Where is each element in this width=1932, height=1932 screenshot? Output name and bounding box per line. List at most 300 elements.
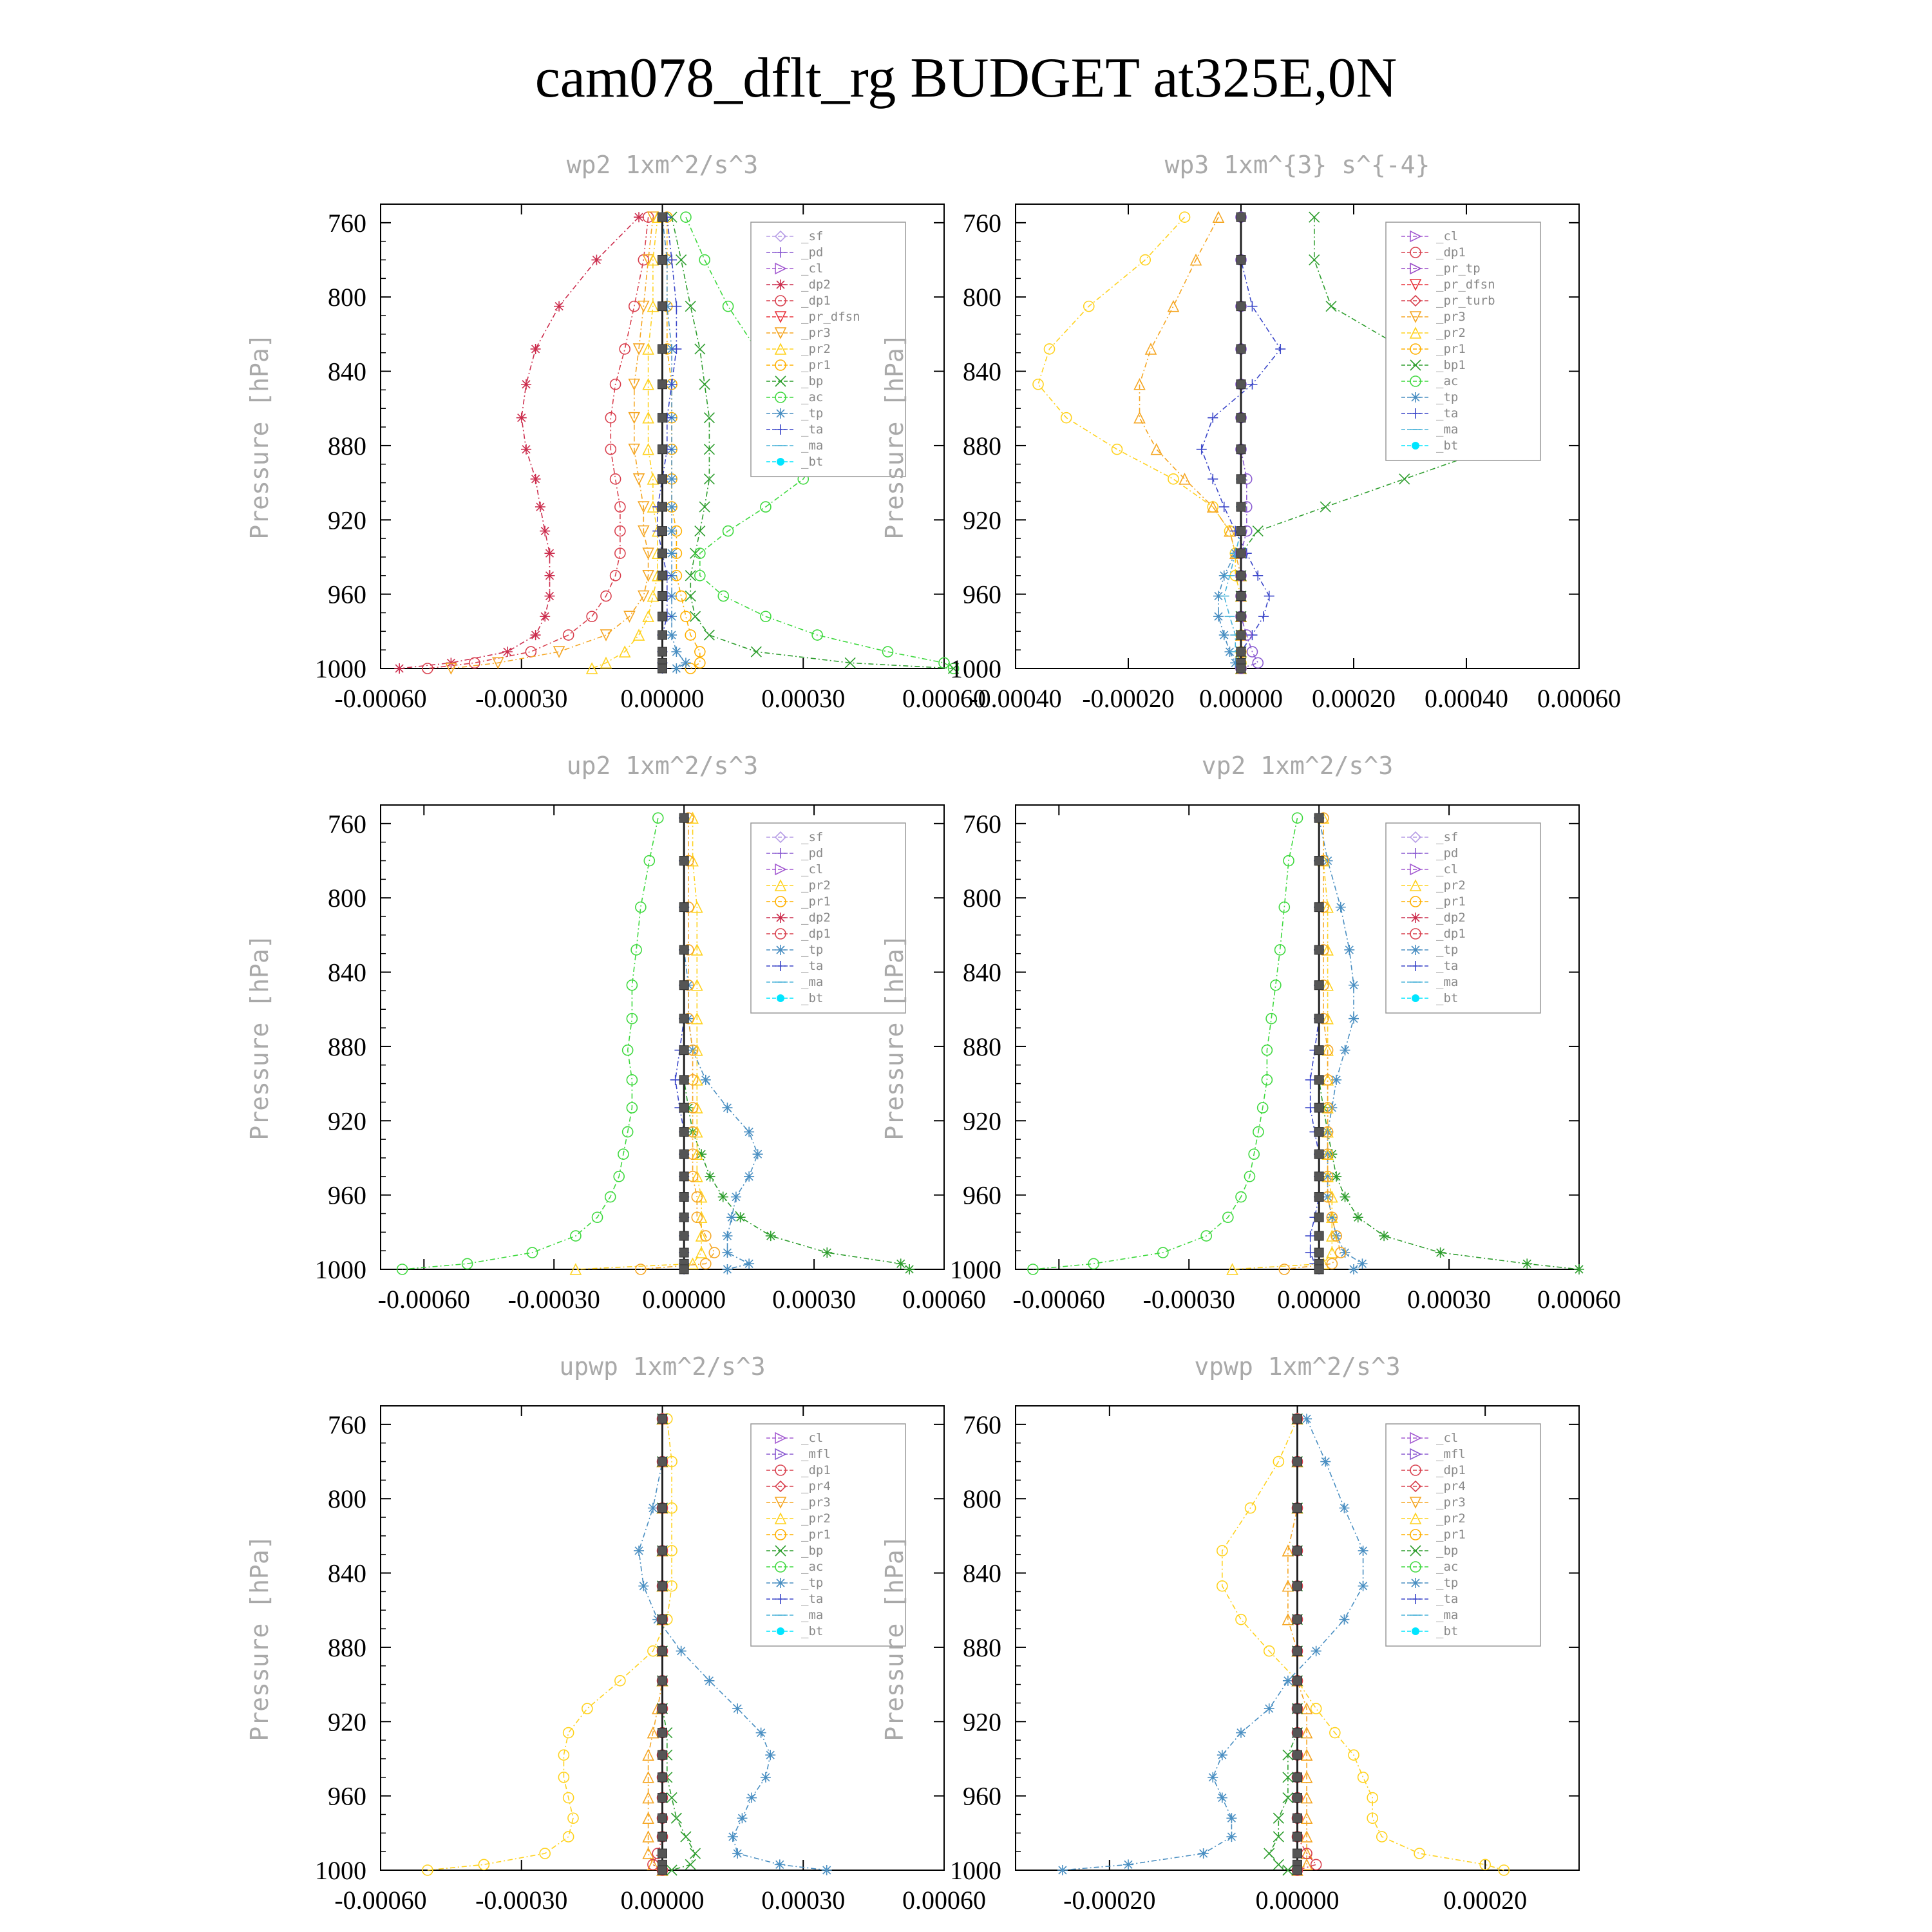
y-tick-label: 840 bbox=[328, 1558, 366, 1588]
data-point bbox=[658, 1615, 667, 1624]
data-point bbox=[1293, 813, 1303, 823]
y-axis-label: Pressure [hPa] bbox=[245, 934, 274, 1141]
y-tick-label: 880 bbox=[963, 1633, 1001, 1662]
data-point bbox=[722, 1231, 732, 1241]
data-point bbox=[658, 612, 667, 621]
legend-label: _pr3 bbox=[801, 326, 831, 340]
legend-label: _cl bbox=[1436, 862, 1459, 876]
data-point bbox=[667, 474, 677, 484]
data-point bbox=[704, 413, 714, 423]
data-point bbox=[1314, 981, 1323, 990]
data-point bbox=[1305, 1231, 1316, 1241]
data-point bbox=[695, 344, 705, 354]
y-tick-label: 920 bbox=[328, 506, 366, 535]
legend-label: _cl bbox=[1436, 229, 1459, 243]
legend-label: _dp2 bbox=[801, 278, 831, 292]
series-line bbox=[1033, 818, 1298, 1269]
data-point bbox=[1358, 1581, 1368, 1591]
data-point bbox=[658, 380, 667, 389]
y-tick-label: 800 bbox=[328, 1484, 366, 1514]
y-tick-label: 960 bbox=[328, 1781, 366, 1811]
data-point bbox=[667, 548, 677, 558]
data-point bbox=[679, 945, 688, 954]
data-point bbox=[1314, 1150, 1323, 1159]
data-point bbox=[1326, 301, 1336, 312]
legend-label: _pr2 bbox=[1436, 326, 1466, 340]
data-point bbox=[1264, 1848, 1274, 1859]
series-line bbox=[1063, 1419, 1363, 1870]
data-point bbox=[667, 630, 677, 640]
data-point bbox=[685, 301, 696, 312]
data-point bbox=[629, 301, 639, 312]
legend-label: _ac bbox=[1436, 374, 1459, 388]
data-point bbox=[718, 1192, 728, 1202]
y-tick-label: 840 bbox=[328, 958, 366, 987]
y-tick-label: 760 bbox=[963, 809, 1001, 838]
data-point bbox=[526, 647, 536, 657]
x-tick-label: -0.00040 bbox=[969, 684, 1062, 713]
data-point bbox=[1273, 1859, 1283, 1870]
y-tick-label: 800 bbox=[963, 884, 1001, 913]
y-tick-label: 1000 bbox=[950, 1856, 1001, 1885]
legend-label: _ma bbox=[1436, 1608, 1459, 1622]
data-point bbox=[658, 549, 667, 558]
data-point bbox=[1236, 213, 1245, 222]
data-point bbox=[679, 1150, 688, 1159]
data-point bbox=[1236, 380, 1245, 389]
legend-label: _pr1 bbox=[1436, 895, 1466, 909]
data-point bbox=[1320, 502, 1331, 512]
data-point bbox=[1314, 1193, 1323, 1202]
y-tick-label: 880 bbox=[328, 431, 366, 460]
y-axis-label: Pressure [hPa] bbox=[880, 1535, 909, 1741]
legend-label: _sf bbox=[1436, 830, 1459, 844]
data-point bbox=[1314, 813, 1323, 822]
data-point bbox=[1236, 664, 1245, 673]
y-tick-label: 760 bbox=[328, 1410, 366, 1439]
data-point bbox=[1302, 1414, 1312, 1424]
data-point bbox=[658, 1773, 667, 1782]
x-tick-label: 0.00030 bbox=[772, 1285, 857, 1314]
legend-label: _pr3 bbox=[1436, 310, 1466, 324]
legend-label: _sf bbox=[801, 830, 824, 844]
legend-label: _pr_turb bbox=[1436, 294, 1495, 308]
data-point bbox=[1226, 1832, 1236, 1842]
data-point bbox=[679, 1213, 688, 1222]
data-point bbox=[1311, 1703, 1321, 1714]
data-point bbox=[822, 1247, 832, 1258]
data-point bbox=[531, 474, 541, 484]
data-point bbox=[737, 1813, 747, 1823]
data-point bbox=[1311, 1859, 1321, 1870]
legend-label: _ma bbox=[801, 1608, 824, 1622]
data-point bbox=[1293, 1546, 1302, 1555]
legend-label: _ma bbox=[1436, 975, 1459, 989]
data-point bbox=[670, 1075, 681, 1085]
data-point bbox=[681, 212, 691, 222]
legend-label: _pr2 bbox=[801, 878, 831, 893]
data-point bbox=[545, 591, 555, 601]
data-point bbox=[658, 302, 667, 311]
y-tick-label: 1000 bbox=[315, 1255, 366, 1284]
data-point bbox=[667, 255, 677, 265]
data-point bbox=[1293, 1504, 1302, 1513]
data-point bbox=[904, 1264, 914, 1274]
data-point bbox=[638, 591, 649, 601]
data-point bbox=[751, 647, 761, 657]
x-tick-label: 0.00060 bbox=[1537, 684, 1621, 713]
data-point bbox=[1314, 1172, 1323, 1181]
legend-label: _dp1 bbox=[801, 294, 831, 308]
legend-label: _pr3 bbox=[1436, 1495, 1466, 1510]
y-tick-label: 840 bbox=[328, 357, 366, 386]
x-tick-label: 0.00020 bbox=[1312, 684, 1396, 713]
data-point bbox=[540, 611, 550, 621]
data-point bbox=[658, 664, 667, 673]
data-point bbox=[744, 1127, 754, 1137]
x-tick-label: -0.00060 bbox=[334, 684, 427, 713]
data-point bbox=[1349, 1014, 1359, 1024]
data-point bbox=[1197, 444, 1207, 455]
data-point bbox=[1293, 1794, 1302, 1803]
data-point bbox=[564, 1728, 574, 1738]
data-point bbox=[638, 1581, 649, 1591]
legend-label: _pr_dfsn bbox=[801, 310, 860, 324]
data-point bbox=[634, 1546, 644, 1556]
x-tick-label: -0.00060 bbox=[377, 1285, 470, 1314]
data-point bbox=[531, 630, 541, 640]
data-point bbox=[704, 1676, 714, 1686]
legend-label: _cl bbox=[801, 862, 824, 876]
legend-marker bbox=[775, 1578, 786, 1588]
y-tick-label: 800 bbox=[963, 1484, 1001, 1514]
legend-label: _ta bbox=[801, 1592, 824, 1606]
legend-label: _mfl bbox=[1436, 1447, 1466, 1461]
y-tick-label: 920 bbox=[963, 1106, 1001, 1136]
legend-label: _bt bbox=[1436, 439, 1459, 453]
data-point bbox=[1236, 592, 1245, 601]
data-point bbox=[1146, 344, 1156, 354]
legend-label: _ac bbox=[801, 1560, 824, 1574]
data-point bbox=[1314, 1075, 1323, 1084]
x-tick-label: 0.00040 bbox=[1425, 684, 1508, 713]
x-tick-label: 0.00030 bbox=[1407, 1285, 1492, 1314]
data-point bbox=[1219, 630, 1229, 640]
data-point bbox=[1293, 1750, 1302, 1759]
data-point bbox=[1236, 549, 1245, 558]
y-tick-label: 800 bbox=[328, 283, 366, 312]
data-point bbox=[775, 1859, 785, 1870]
data-point bbox=[658, 1414, 667, 1423]
data-point bbox=[658, 256, 667, 265]
data-point bbox=[690, 1848, 701, 1859]
data-point bbox=[731, 1192, 741, 1202]
data-point bbox=[558, 1750, 569, 1760]
legend-label: _dp1 bbox=[1436, 1463, 1466, 1477]
y-axis-label: Pressure [hPa] bbox=[880, 934, 909, 1141]
data-point bbox=[1236, 502, 1245, 511]
data-point bbox=[516, 413, 527, 423]
data-point bbox=[1236, 445, 1245, 454]
x-tick-label: 0.00000 bbox=[642, 1285, 726, 1314]
data-point bbox=[699, 502, 710, 512]
data-point bbox=[521, 444, 531, 455]
data-point bbox=[1358, 1546, 1368, 1556]
data-point bbox=[690, 611, 701, 621]
data-point bbox=[1340, 1045, 1350, 1056]
data-point bbox=[883, 647, 893, 657]
data-point bbox=[1339, 1615, 1349, 1625]
data-point bbox=[1258, 611, 1269, 621]
y-tick-label: 880 bbox=[328, 1032, 366, 1061]
legend-label: _pr_dfsn bbox=[1436, 278, 1495, 292]
y-tick-label: 960 bbox=[963, 1180, 1001, 1210]
data-point bbox=[1339, 1503, 1349, 1513]
data-point bbox=[1293, 1457, 1302, 1466]
legend-marker bbox=[777, 458, 784, 466]
x-tick-label: 0.00030 bbox=[761, 1886, 846, 1915]
data-point bbox=[1112, 444, 1122, 455]
y-tick-label: 920 bbox=[963, 1707, 1001, 1737]
legend-label: _sf bbox=[801, 229, 824, 243]
data-point bbox=[1283, 1750, 1293, 1760]
data-point bbox=[671, 301, 681, 312]
legend-label: _pd bbox=[801, 245, 824, 260]
data-point bbox=[1314, 1128, 1323, 1137]
data-point bbox=[658, 1457, 667, 1466]
data-point bbox=[1198, 1848, 1209, 1859]
data-point bbox=[658, 445, 667, 454]
legend-label: _cl bbox=[801, 1431, 824, 1445]
data-point bbox=[1236, 1615, 1246, 1625]
legend-label: _ac bbox=[1436, 1560, 1459, 1574]
data-point bbox=[1336, 902, 1346, 913]
data-point bbox=[658, 1832, 667, 1841]
data-point bbox=[658, 1504, 667, 1513]
y-tick-label: 960 bbox=[328, 1180, 366, 1210]
data-point bbox=[620, 344, 630, 354]
legend-marker bbox=[775, 408, 786, 419]
data-point bbox=[722, 1103, 732, 1113]
data-point bbox=[667, 1793, 677, 1803]
data-point bbox=[658, 1866, 667, 1875]
data-point bbox=[634, 212, 644, 222]
legend-label: _dp1 bbox=[1436, 245, 1466, 260]
data-point bbox=[671, 1813, 681, 1823]
legend-label: _tp bbox=[801, 406, 824, 421]
x-tick-label: -0.00030 bbox=[475, 684, 568, 713]
data-point bbox=[1275, 344, 1285, 354]
data-point bbox=[671, 344, 681, 354]
data-point bbox=[744, 1171, 754, 1182]
x-tick-label: 0.00060 bbox=[902, 1886, 986, 1915]
data-point bbox=[695, 658, 705, 668]
data-point bbox=[1349, 1264, 1359, 1274]
data-point bbox=[726, 1212, 737, 1222]
y-tick-label: 880 bbox=[963, 431, 1001, 460]
y-tick-label: 840 bbox=[963, 958, 1001, 987]
data-point bbox=[1208, 474, 1218, 484]
data-point bbox=[1293, 1414, 1302, 1423]
data-point bbox=[746, 1793, 757, 1803]
data-point bbox=[1574, 1264, 1584, 1274]
legend-label: _tp bbox=[801, 943, 824, 957]
data-point bbox=[1340, 1192, 1350, 1202]
data-point bbox=[679, 1231, 688, 1240]
data-point bbox=[658, 571, 667, 580]
legend-marker bbox=[775, 913, 786, 923]
legend-label: _ma bbox=[801, 975, 824, 989]
data-point bbox=[679, 1075, 688, 1084]
data-point bbox=[704, 474, 714, 484]
data-point bbox=[709, 1247, 719, 1258]
data-point bbox=[1264, 591, 1274, 601]
legend-marker bbox=[775, 279, 786, 290]
data-point bbox=[1314, 1231, 1323, 1240]
data-point bbox=[1253, 658, 1263, 668]
data-point bbox=[1414, 1848, 1425, 1859]
data-point bbox=[1353, 1212, 1363, 1222]
series-line bbox=[1038, 217, 1241, 668]
x-tick-label: -0.00060 bbox=[334, 1886, 427, 1915]
data-point bbox=[1522, 1258, 1532, 1269]
data-point bbox=[1236, 571, 1245, 580]
y-tick-label: 760 bbox=[328, 809, 366, 838]
data-point bbox=[1236, 413, 1245, 422]
data-point bbox=[1314, 1213, 1323, 1222]
data-point bbox=[394, 663, 404, 674]
legend-label: _ta bbox=[1436, 1592, 1459, 1606]
data-point bbox=[1399, 474, 1410, 484]
x-tick-label: -0.00060 bbox=[1012, 1285, 1105, 1314]
x-tick-label: 0.00060 bbox=[902, 684, 986, 713]
legend-label: _pr2 bbox=[1436, 878, 1466, 893]
data-point bbox=[1033, 379, 1043, 390]
data-point bbox=[648, 591, 658, 601]
series-line bbox=[428, 1419, 672, 1870]
series-line bbox=[451, 217, 653, 668]
legend-marker bbox=[1410, 913, 1421, 923]
data-point bbox=[469, 658, 480, 668]
data-point bbox=[1236, 345, 1245, 354]
data-point bbox=[1320, 1457, 1331, 1467]
data-point bbox=[545, 548, 555, 558]
data-point bbox=[1314, 1265, 1323, 1274]
data-point bbox=[540, 526, 550, 536]
data-point bbox=[1305, 1103, 1316, 1113]
y-tick-label: 760 bbox=[328, 208, 366, 238]
data-point bbox=[822, 1865, 832, 1875]
panel-title: up2 1xm^2/s^3 bbox=[566, 752, 759, 780]
chart-panel bbox=[245, 1352, 986, 1915]
chart-panel bbox=[880, 752, 1621, 1314]
legend-label: _bt bbox=[1436, 1624, 1459, 1638]
data-point bbox=[671, 663, 681, 674]
data-point bbox=[1213, 212, 1224, 222]
data-point bbox=[1293, 1647, 1302, 1656]
legend-label: _bt bbox=[801, 991, 824, 1005]
x-tick-label: -0.00030 bbox=[507, 1285, 600, 1314]
data-point bbox=[704, 630, 714, 640]
data-point bbox=[667, 526, 677, 536]
data-point bbox=[1314, 1103, 1323, 1112]
data-point bbox=[1293, 1832, 1302, 1841]
data-point bbox=[1168, 301, 1179, 312]
legend-label: _pr2 bbox=[1436, 1511, 1466, 1526]
legend-label: _tp bbox=[1436, 390, 1459, 404]
data-point bbox=[658, 213, 667, 222]
data-point bbox=[681, 1832, 691, 1842]
data-point bbox=[705, 1171, 715, 1182]
legend-label: _dp1 bbox=[801, 1463, 831, 1477]
data-point bbox=[1293, 1849, 1302, 1858]
data-point bbox=[1135, 413, 1145, 423]
y-tick-label: 1000 bbox=[315, 654, 366, 683]
y-tick-label: 800 bbox=[328, 884, 366, 913]
legend-marker bbox=[1412, 1627, 1419, 1635]
data-point bbox=[658, 527, 667, 536]
data-point bbox=[554, 301, 564, 312]
data-point bbox=[679, 903, 688, 912]
legend-label: _dp1 bbox=[801, 927, 831, 941]
data-point bbox=[478, 1859, 489, 1870]
x-tick-label: 0.00000 bbox=[1277, 1285, 1361, 1314]
data-point bbox=[1236, 1728, 1246, 1738]
data-point bbox=[676, 1646, 687, 1656]
data-point bbox=[1293, 1704, 1302, 1713]
data-point bbox=[591, 255, 601, 265]
y-tick-label: 920 bbox=[963, 506, 1001, 535]
series-line bbox=[428, 217, 649, 668]
data-point bbox=[732, 1848, 743, 1859]
data-point bbox=[1293, 1582, 1302, 1591]
legend-label: _bt bbox=[801, 1624, 824, 1638]
data-point bbox=[1226, 1813, 1236, 1823]
data-point bbox=[1314, 1046, 1323, 1055]
data-point bbox=[658, 647, 667, 656]
data-point bbox=[1236, 647, 1245, 656]
data-point bbox=[1293, 1866, 1302, 1875]
data-point bbox=[1283, 1793, 1293, 1803]
data-point bbox=[658, 475, 667, 484]
data-point bbox=[535, 502, 545, 512]
panel-title: vp2 1xm^2/s^3 bbox=[1201, 752, 1394, 780]
data-point bbox=[685, 1859, 696, 1870]
legend-label: _pd bbox=[1436, 846, 1459, 860]
panel-title: vpwp 1xm^2/s^3 bbox=[1194, 1352, 1401, 1381]
legend-label: _pr3 bbox=[801, 1495, 831, 1510]
data-point bbox=[531, 344, 541, 354]
data-point bbox=[658, 502, 667, 511]
data-point bbox=[582, 1703, 592, 1714]
data-point bbox=[521, 379, 531, 390]
x-tick-label: 0.00000 bbox=[1255, 1886, 1340, 1915]
legend-label: _pr1 bbox=[1436, 342, 1466, 356]
y-tick-label: 920 bbox=[328, 1106, 366, 1136]
legend-label: _cl bbox=[1436, 1431, 1459, 1445]
data-point bbox=[1219, 502, 1229, 512]
legend-label: _bp bbox=[801, 1544, 824, 1558]
data-point bbox=[1358, 1772, 1368, 1783]
data-point bbox=[1293, 1728, 1302, 1738]
y-axis-label: Pressure [hPa] bbox=[880, 333, 909, 540]
legend-label: _ma bbox=[801, 439, 824, 453]
legend-label: _bp bbox=[801, 374, 824, 388]
data-point bbox=[658, 1546, 667, 1555]
legend-label: _dp2 bbox=[801, 911, 831, 925]
y-tick-label: 1000 bbox=[950, 1255, 1001, 1284]
data-point bbox=[1213, 611, 1224, 621]
